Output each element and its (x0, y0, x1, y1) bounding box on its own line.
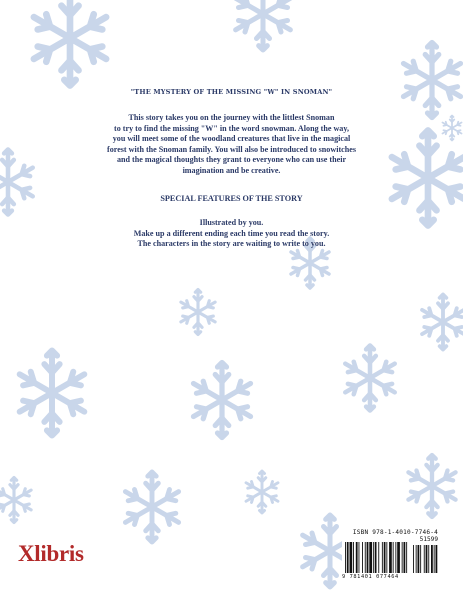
ean-digits: 9 781401 077464 (342, 574, 399, 580)
barcode-icon (342, 542, 440, 574)
snowflake-icon (392, 131, 463, 226)
snowflake-icon (246, 471, 278, 513)
isbn-label: ISBN 978-1-4010-7746-4 (352, 529, 438, 536)
price-code: 51599 (419, 536, 438, 543)
features-list (80, 218, 383, 250)
book-title: "THE MYSTERY OF THE MISSING "W" IN SNOMAN" (130, 88, 333, 96)
snowflake-icon (236, 0, 291, 50)
story-description (80, 113, 383, 177)
description-line: forest with the Snoman family. You will also be introduced to snowitches (107, 144, 356, 154)
publisher-logo: Xlibris (18, 541, 84, 566)
description-line: to try to find the missing "W" in the word snowman. Along the way, (114, 123, 349, 133)
feature-item: Illustrated by you. (199, 218, 264, 227)
description-line: This story takes you on the journey with the littlest Snoman (128, 113, 335, 122)
snowflake-icon (34, 0, 106, 85)
features-heading: SPECIAL FEATURES OF THE STORY (160, 194, 303, 203)
isbn-barcode (342, 529, 440, 583)
snowflake-icon (422, 295, 463, 350)
description-line: and the magical thoughts they grant to everyone who can use their (116, 155, 347, 165)
snowflake-icon (20, 351, 85, 436)
snowflake-icon (345, 346, 394, 411)
snowflake-icon (0, 478, 31, 523)
description-line: you will meet some of the woodland creatures that live in the magical (112, 134, 351, 144)
feature-item: The characters in the story are waiting to write to you. (137, 239, 326, 249)
snowflake-icon (0, 150, 33, 215)
snowflake-icon (125, 472, 178, 542)
snowflake-icon (408, 455, 455, 517)
snowflake-icon (443, 116, 462, 141)
snowflake-icon (181, 290, 215, 335)
snowflake-icon (194, 363, 251, 438)
feature-item: Make up a different ending each time you read the story. (133, 228, 330, 238)
description-line: imagination and be creative. (182, 165, 281, 175)
snowflake-icon (404, 43, 461, 118)
